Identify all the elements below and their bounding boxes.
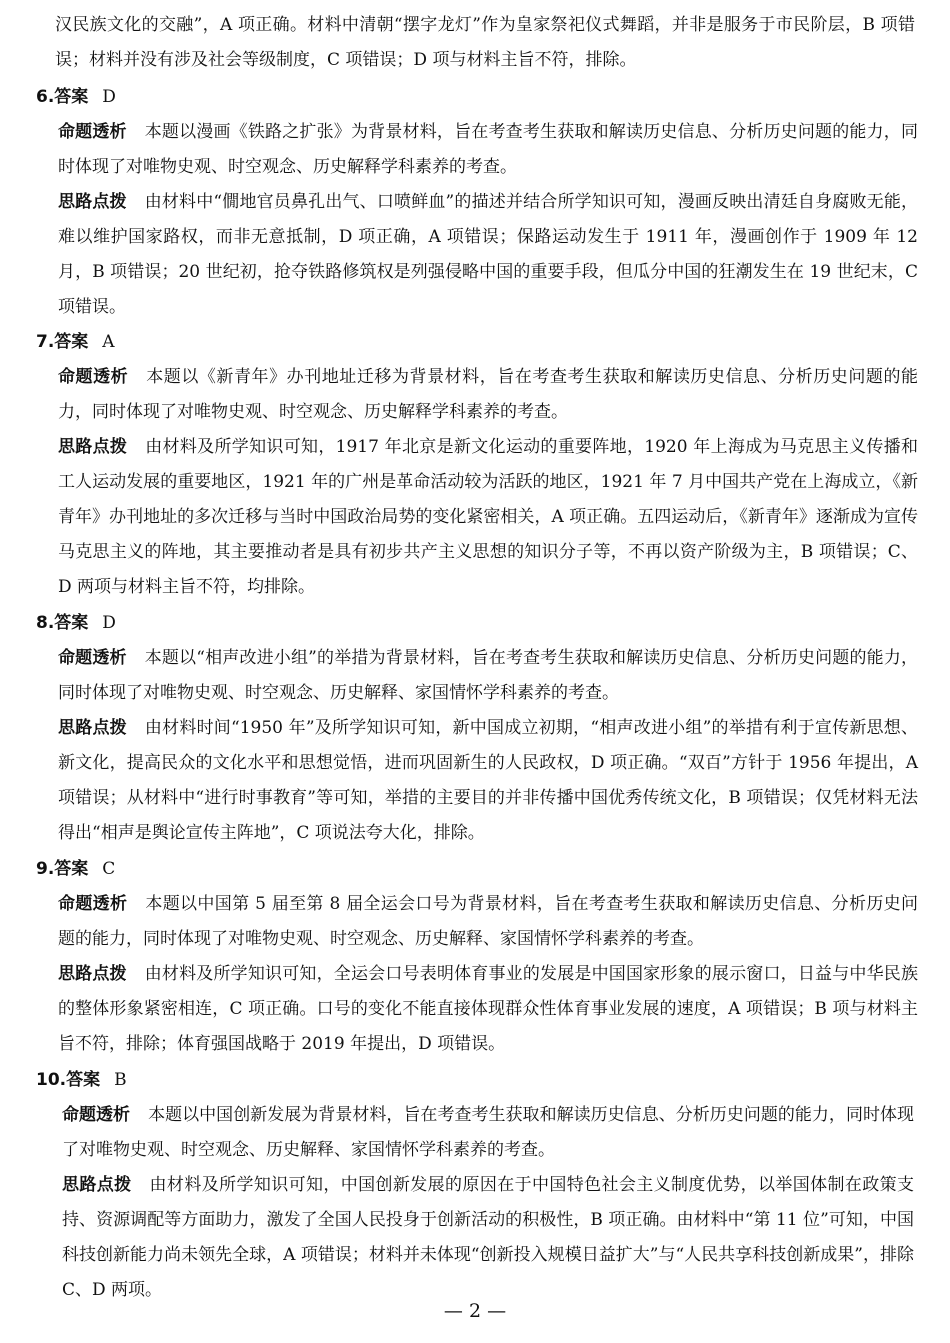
question-9-heading	[36, 852, 115, 887]
analysis-label: 命题透析	[58, 648, 127, 668]
hint-text: 由材料时间“1950 年”及所学知识可知，新中国成立初期，“相声改进小组”的举措有利于宣传新思想、新文化，提高民众的文化水平和思想觉悟，进而巩固新生的人民政权，D 项正确。“双百”方针于 1956 年提出，A 项错误；从材料中“进行时事教育”等可知，举措的主要目的并非传播中国优秀传统文化，B 项错误；仅凭材料无法得出“相声是舆论宣传主阵地”，C 项说法夸大化，排除。	[58, 718, 918, 843]
analysis-text: 本题以中国创新发展为背景材料，旨在考查考生获取和解读历史信息、分析历史问题的能力，同时体现了对唯物史观、时空观念、历史解释、家国情怀学科素养的考查。	[62, 1105, 915, 1160]
intro-paragraph: 汉民族文化的交融”，A 项正确。材料中清朝“摆字龙灯”作为皇家祭祀仪式舞蹈，并非是服务于市民阶层，B 项错误；材料并没有涉及社会等级制度，C 项错误；D 项与材料主旨不符，排除。	[55, 15, 915, 70]
analysis-label: 命题透析	[58, 122, 127, 142]
answer-value: C	[102, 859, 116, 879]
question-9-hint	[58, 957, 918, 1062]
question-6-heading	[36, 80, 116, 115]
question-number: 10.	[36, 1070, 67, 1090]
analysis-text: 本题以中国第 5 届至第 8 届全运会口号为背景材料，旨在考查考生获取和解读历史信息、分析历史问题的能力，同时体现了对唯物史观、时空观念、历史解释、家国情怀学科素养的考查。	[58, 894, 919, 949]
answer-label: 答案	[54, 332, 89, 352]
question-number: 9.	[36, 859, 55, 879]
hint-text: 由材料及所学知识可知，中国创新发展的原因在于中国特色社会主义制度优势，以举国体制在政策支持、资源调配等方面助力，激发了全国人民投身于创新活动的积极性，B 项正确。由材料中“第 11 位”可知，中国科技创新能力尚未领先全球，A 项错误；材料并未体现“创新投入规模日益扩大”与“人民共享科技创新成果”，排除 C、D 两项。	[62, 1175, 915, 1300]
question-8-hint	[58, 711, 918, 851]
question-10-hint	[62, 1168, 914, 1308]
answer-value: A	[102, 332, 115, 352]
question-6-analysis	[58, 115, 918, 185]
hint-text: 由材料中“僩地官员鼻孔出气、口喷鲜血”的描述并结合所学知识可知，漫画反映出清廷自身腐败无能，难以维护国家路权，而非无意抵制，D 项正确，A 项错误；保路运动发生于 1911 年，漫画创作于 1909 年 12 月，B 项错误；20 世纪初，抢夺铁路修筑权是列强侵略中国的重要手段，但瓜分中国的狂潮发生在 19 世纪末，C 项错误。	[58, 192, 918, 317]
hint-label: 思路点拨	[58, 192, 127, 212]
answer-label: 答案	[66, 1070, 101, 1090]
analysis-label: 命题透析	[58, 367, 129, 387]
question-10-analysis	[62, 1098, 914, 1168]
answer-label: 答案	[54, 859, 89, 879]
question-8-analysis	[58, 641, 918, 711]
question-7-heading	[36, 325, 115, 360]
hint-text: 由材料及所学知识可知，全运会口号表明体育事业的发展是中国国家形象的展示窗口，日益与中华民族的整体形象紧密相连，C 项正确。口号的变化不能直接体现群众性体育事业发展的速度，A 项错误；B 项与材料主旨不符，排除；体育强国战略于 2019 年提出，D 项错误。	[58, 964, 918, 1054]
hint-text: 由材料及所学知识可知，1917 年北京是新文化运动的重要阵地，1920 年上海成为马克思主义传播和工人运动发展的重要地区，1921 年的广州是革命活动较为活跃的地区，1921 年 7 月中国共产党在上海成立，《新青年》办刊地址的多次迁移与当时中国政治局势的变化紧密相关，A 项正确。五四运动后，《新青年》逐渐成为宣传马克思主义的阵地，其主要推动者是具有初步共产主义思想的知识分子等，不再以资产阶级为主，B 项错误；C、D 两项与材料主旨不符，均排除。	[58, 437, 918, 597]
hint-label: 思路点拨	[62, 1175, 132, 1195]
page-number: — 2 —	[443, 1300, 507, 1322]
question-8-heading	[36, 606, 116, 641]
question-9-analysis	[58, 887, 918, 957]
answer-label: 答案	[54, 87, 89, 107]
analysis-text: 本题以漫画《铁路之扩张》为背景材料，旨在考查考生获取和解读历史信息、分析历史问题的能力，同时体现了对唯物史观、时空观念、历史解释学科素养的考查。	[58, 122, 918, 177]
question-6-hint	[58, 185, 918, 325]
analysis-text: 本题以“相声改进小组”的举措为背景材料，旨在考查考生获取和解读历史信息、分析历史问题的能力，同时体现了对唯物史观、时空观念、历史解释、家国情怀学科素养的考查。	[58, 648, 918, 703]
analysis-label: 命题透析	[62, 1105, 131, 1125]
hint-label: 思路点拨	[58, 437, 128, 457]
question-number: 6.	[36, 87, 55, 107]
analysis-text: 本题以《新青年》办刊地址迁移为背景材料，旨在考查考生获取和解读历史信息、分析历史问题的能力，同时体现了对唯物史观、时空观念、历史解释学科素养的考查。	[58, 367, 919, 422]
hint-label: 思路点拨	[58, 964, 127, 984]
answer-value: D	[102, 87, 116, 107]
question-number: 8.	[36, 613, 55, 633]
answer-label: 答案	[54, 613, 89, 633]
analysis-label: 命题透析	[58, 894, 128, 914]
question-10-heading	[36, 1063, 127, 1098]
hint-label: 思路点拨	[58, 718, 127, 738]
answer-value: D	[102, 613, 116, 633]
question-7-analysis	[58, 360, 918, 430]
question-7-hint	[58, 430, 918, 605]
question-number: 7.	[36, 332, 55, 352]
answer-value: B	[114, 1070, 127, 1090]
